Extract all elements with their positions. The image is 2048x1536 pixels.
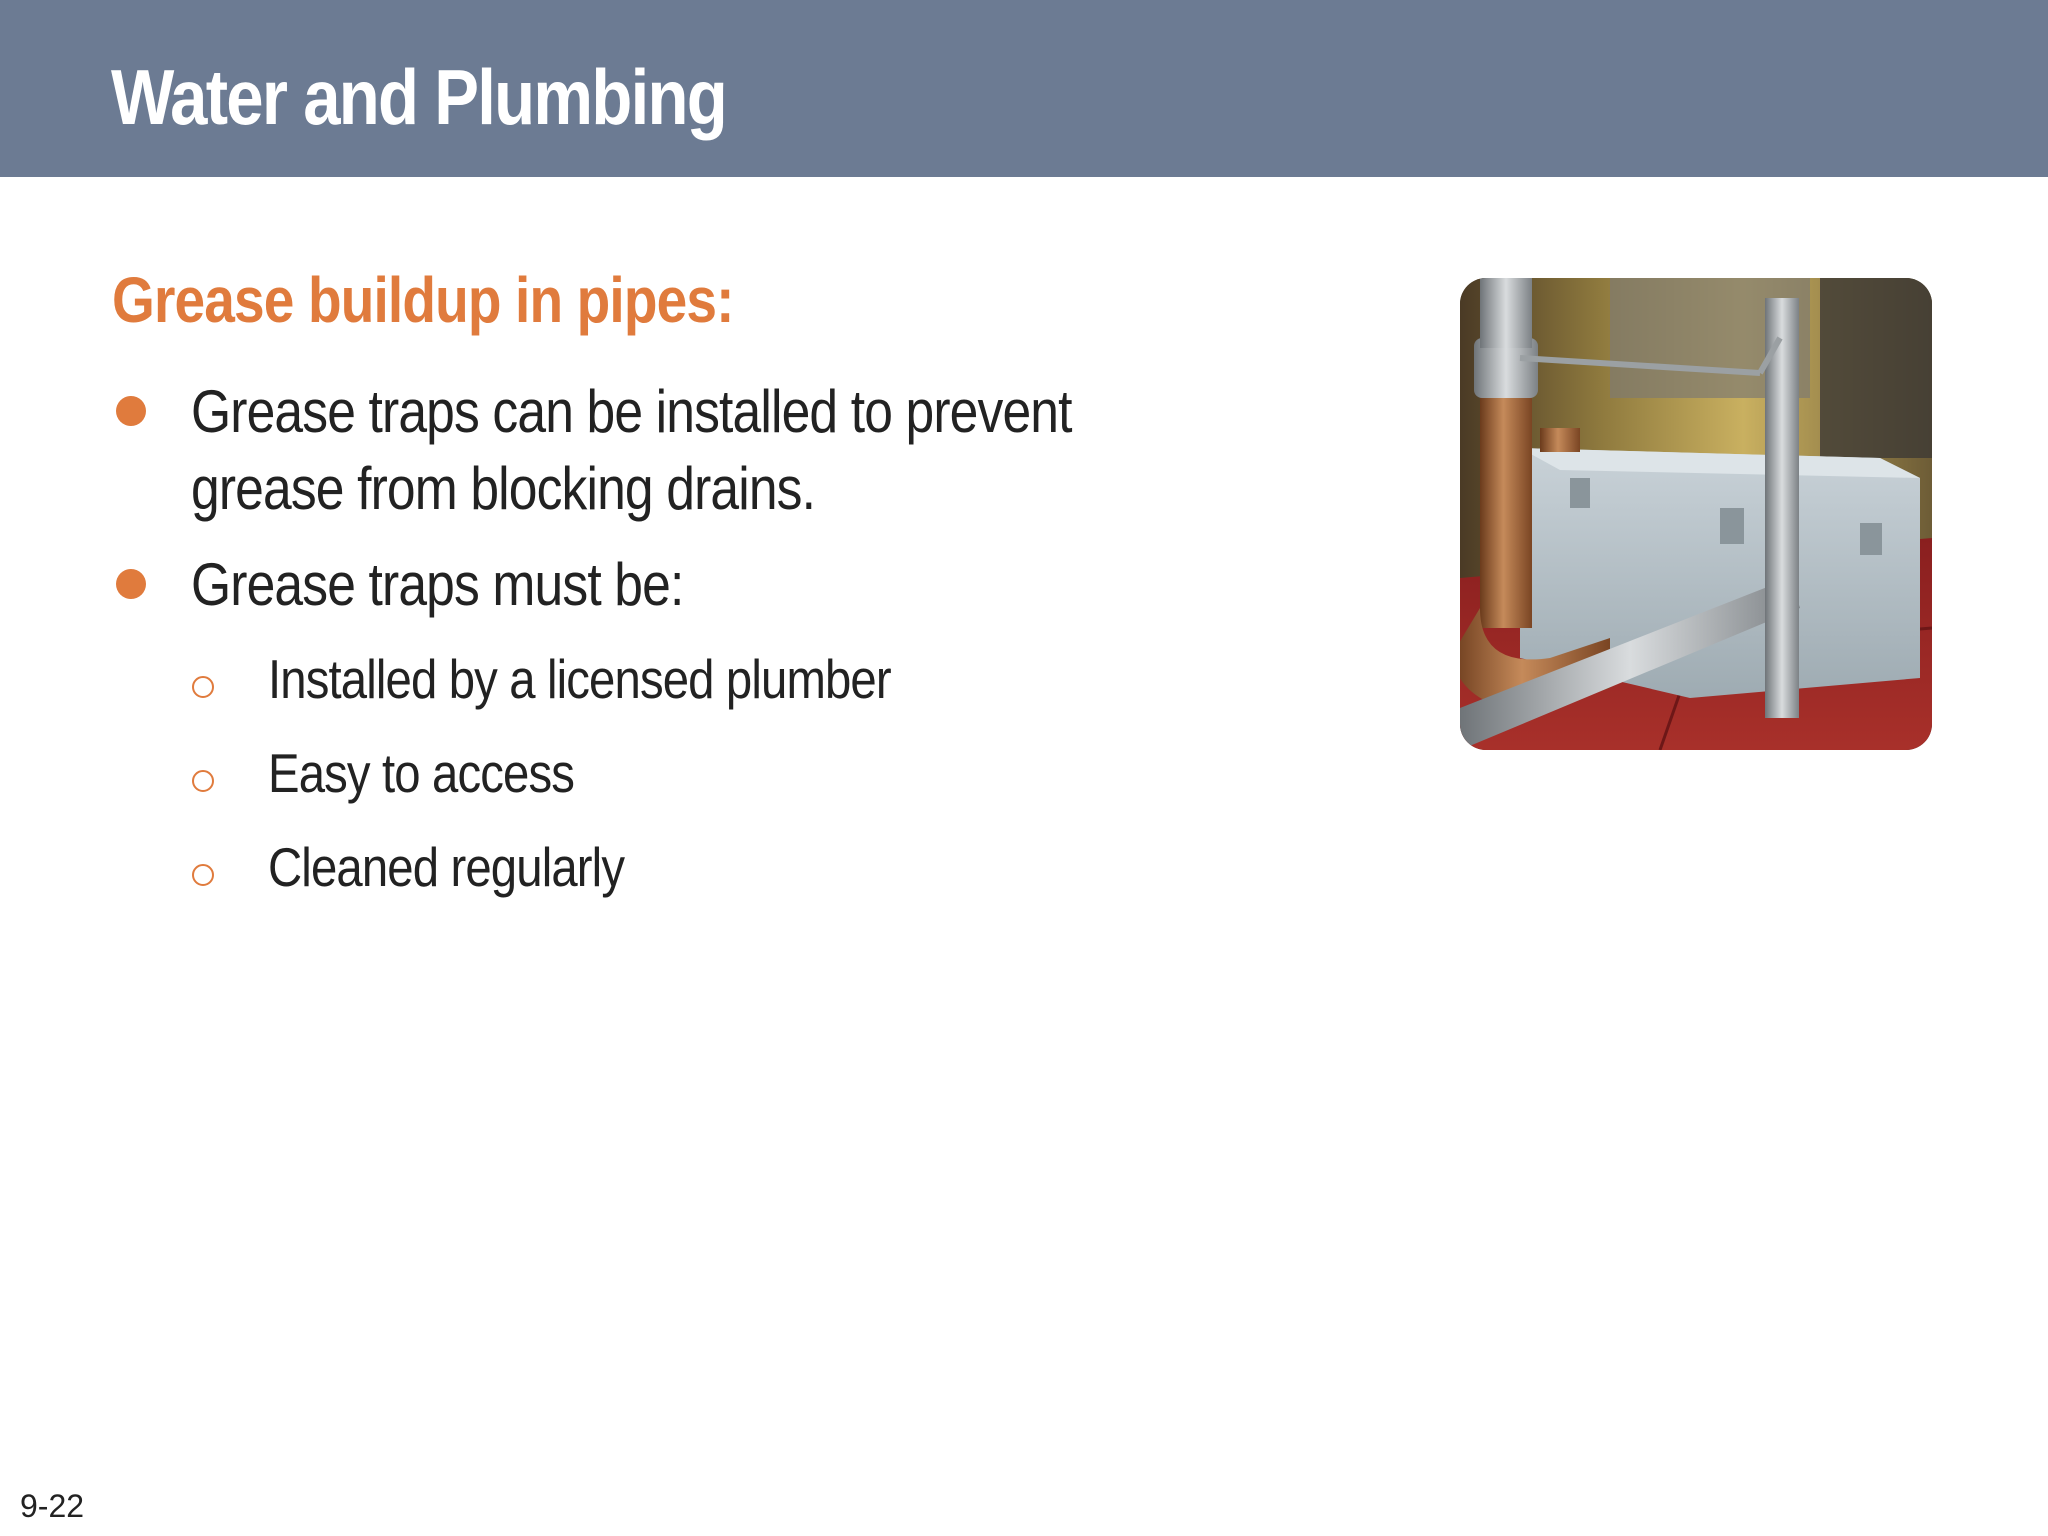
bullet-dot-icon: [116, 569, 146, 599]
sub-bullet-text: Easy to access: [268, 742, 575, 804]
bullet-item: [112, 546, 1162, 626]
sub-bullet-text: Cleaned regularly: [268, 836, 625, 898]
bullet-dot-icon: [116, 396, 146, 426]
grease-trap-photo: [1460, 278, 1932, 750]
slide-title: Water and Plumbing: [111, 53, 727, 141]
hollow-circle-icon: [192, 676, 214, 698]
title-bar: [0, 0, 2048, 177]
sub-bullet-text: Installed by a licensed plumber: [268, 648, 891, 710]
bullet-text: Grease traps must be:: [191, 551, 684, 618]
hollow-circle-icon: [192, 864, 214, 886]
section-heading: Grease buildup in pipes:: [112, 264, 734, 336]
hollow-circle-icon: [192, 770, 214, 792]
slide-number: 9-22: [20, 1488, 85, 1524]
bullet-text: Grease traps can be installed to prevent grease from blocking drains.: [191, 378, 1072, 522]
bullet-item: [112, 373, 1162, 533]
